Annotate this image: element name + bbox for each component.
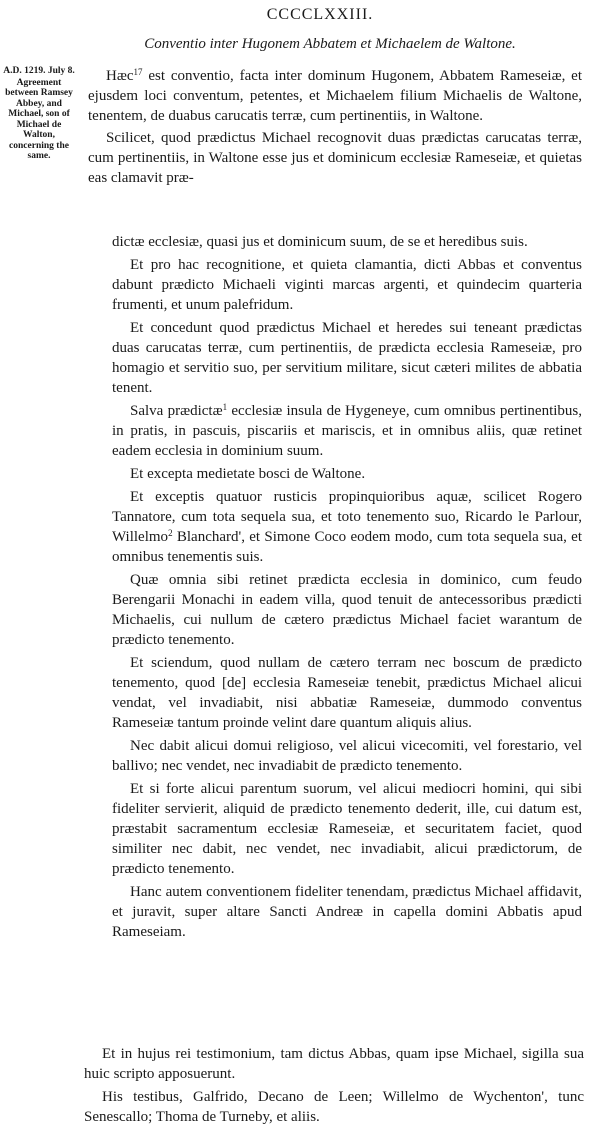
paragraph: Et excepta medietate bosci de Waltone.	[130, 466, 366, 482]
paragraph: Et in hujus rei testimonium, tam dictus Abbas, quam ipse Michael, sigilla sua huic scripto apposuerunt.	[84, 1046, 584, 1082]
text-block-opening	[88, 66, 582, 188]
paragraph: Scilicet, quod prædictus Michael recognovit duas prædictas carucatas terræ, cum pertinentiis, in Waltone esse jus et dominicum ecclesiæ Rameseiæ, et quietas eas clamavit præ-	[88, 130, 582, 186]
margin-summary: Agreement between Ramsey Abbey, and Michael, son of Michael de Walton, concerning the same.	[5, 77, 73, 161]
charter-heading: Conventio inter Hugonem Abbatem et Michaelem de Waltone.	[144, 36, 516, 52]
charter-number: CCCCLXXIII.	[266, 6, 374, 23]
paragraph: His testibus, Galfrido, Decano de Leen; Willelmo de Wychenton', tunc Senescallo; Thoma de Turneby, et aliis.	[84, 1089, 584, 1125]
paragraph: Et exceptis quatuor rusticis propinquioribus aquæ, scilicet Rogero Tannatore, cum tota sequela sua, et toto tenemento suo, Ricardo le Parlour, Willelmo$^2$ Blanchard', et Simone Coco eodem modo, cum tota sequela sua, et omnibus tenementis suis.	[112, 489, 582, 565]
footnote-marker: 1	[222, 402, 228, 412]
footnote-marker: 2	[168, 528, 173, 538]
paragraph: Et si forte alicui parentum suorum, vel alicui mediocri homini, qui sibi fideliter servierit, aliquid de prædicto tenemento dederit, ille, cui datum est, præstabit sacramentum ecclesiæ Rameseiæ, et securitatem faciet, quod similiter nec dabit, nec vendet, nec invadiabit, alicui prædictorum, de prædicto tenemento.	[112, 781, 582, 877]
paragraph: Nec dabit alicui domui religioso, vel alicui vicecomiti, vel forestario, vel ballivo; nec vendet, nec invadiabit de prædicto tenemento.	[112, 738, 582, 774]
paragraph: dictæ ecclesiæ, quasi jus et dominicum suum, de se et heredibus suis.	[112, 234, 528, 250]
paragraph: Hæc$^{17}$ est conventio, facta inter dominum Hugonem, Abbatem Rameseiæ, et ejusdem loci conventum, petentes, et Michaelem filium Michaelis de Waltone, tenentem, de duabus carucatis terræ, cum pertinentiis, in Waltone.	[88, 67, 582, 124]
text-block-clauses	[112, 232, 582, 942]
footnote-marker: 17	[133, 67, 143, 77]
paragraph: Et sciendum, quod nullam de cætero terram nec boscum de prædicto tenemento, quod [de] ecclesia Rameseiæ tenebit, prædictus Michael alicui vendat, vel invadiabit, nisi abbatiæ Rameseiæ, dummodo conventus Rameseiæ tantum proinde velint dare quantum aliquis alius.	[112, 655, 582, 731]
text-block-attestation	[84, 1044, 584, 1127]
paragraph: Hanc autem conventionem fideliter tenendam, prædictus Michael affidavit, et juravit, super altare Sancti Andreæ in capella domini Abbatis apud Rameseiam.	[112, 884, 582, 940]
paragraph: Quæ omnia sibi retinet prædicta ecclesia in dominico, cum feudo Berengarii Monachi in eadem villa, quod tenuit de antecessoribus prædicti Michaelis, cui nullum de cætero prædictus Michael faciet warantum de prædicto tenemento.	[112, 572, 582, 648]
margin-note	[2, 66, 76, 162]
margin-date: A.D. 1219. July 8.	[3, 66, 75, 76]
paragraph: Et pro hac recognitione, et quieta clamantia, dicti Abbas et conventus dabunt prædicto Michaeli viginti marcas argenti, et quindecim quarteria frumenti, et unum palefridum.	[112, 257, 582, 313]
paragraph: Salva prædictæ$^1$ ecclesiæ insula de Hygeneye, cum omnibus pertinentibus, in pratis, in pascuis, piscariis et mariscis, et in omnibus aliis, quæ retinet eadem ecclesia in dominium suum.	[112, 402, 582, 459]
paragraph: Et concedunt quod prædictus Michael et heredes sui teneant prædictas duas carucatas terræ, cum pertinentiis, de prædicta ecclesia Rameseiæ, pro homagio et servitio suo, per servitium militare, sicut cæteri milites de abbatia tenent.	[112, 320, 582, 396]
